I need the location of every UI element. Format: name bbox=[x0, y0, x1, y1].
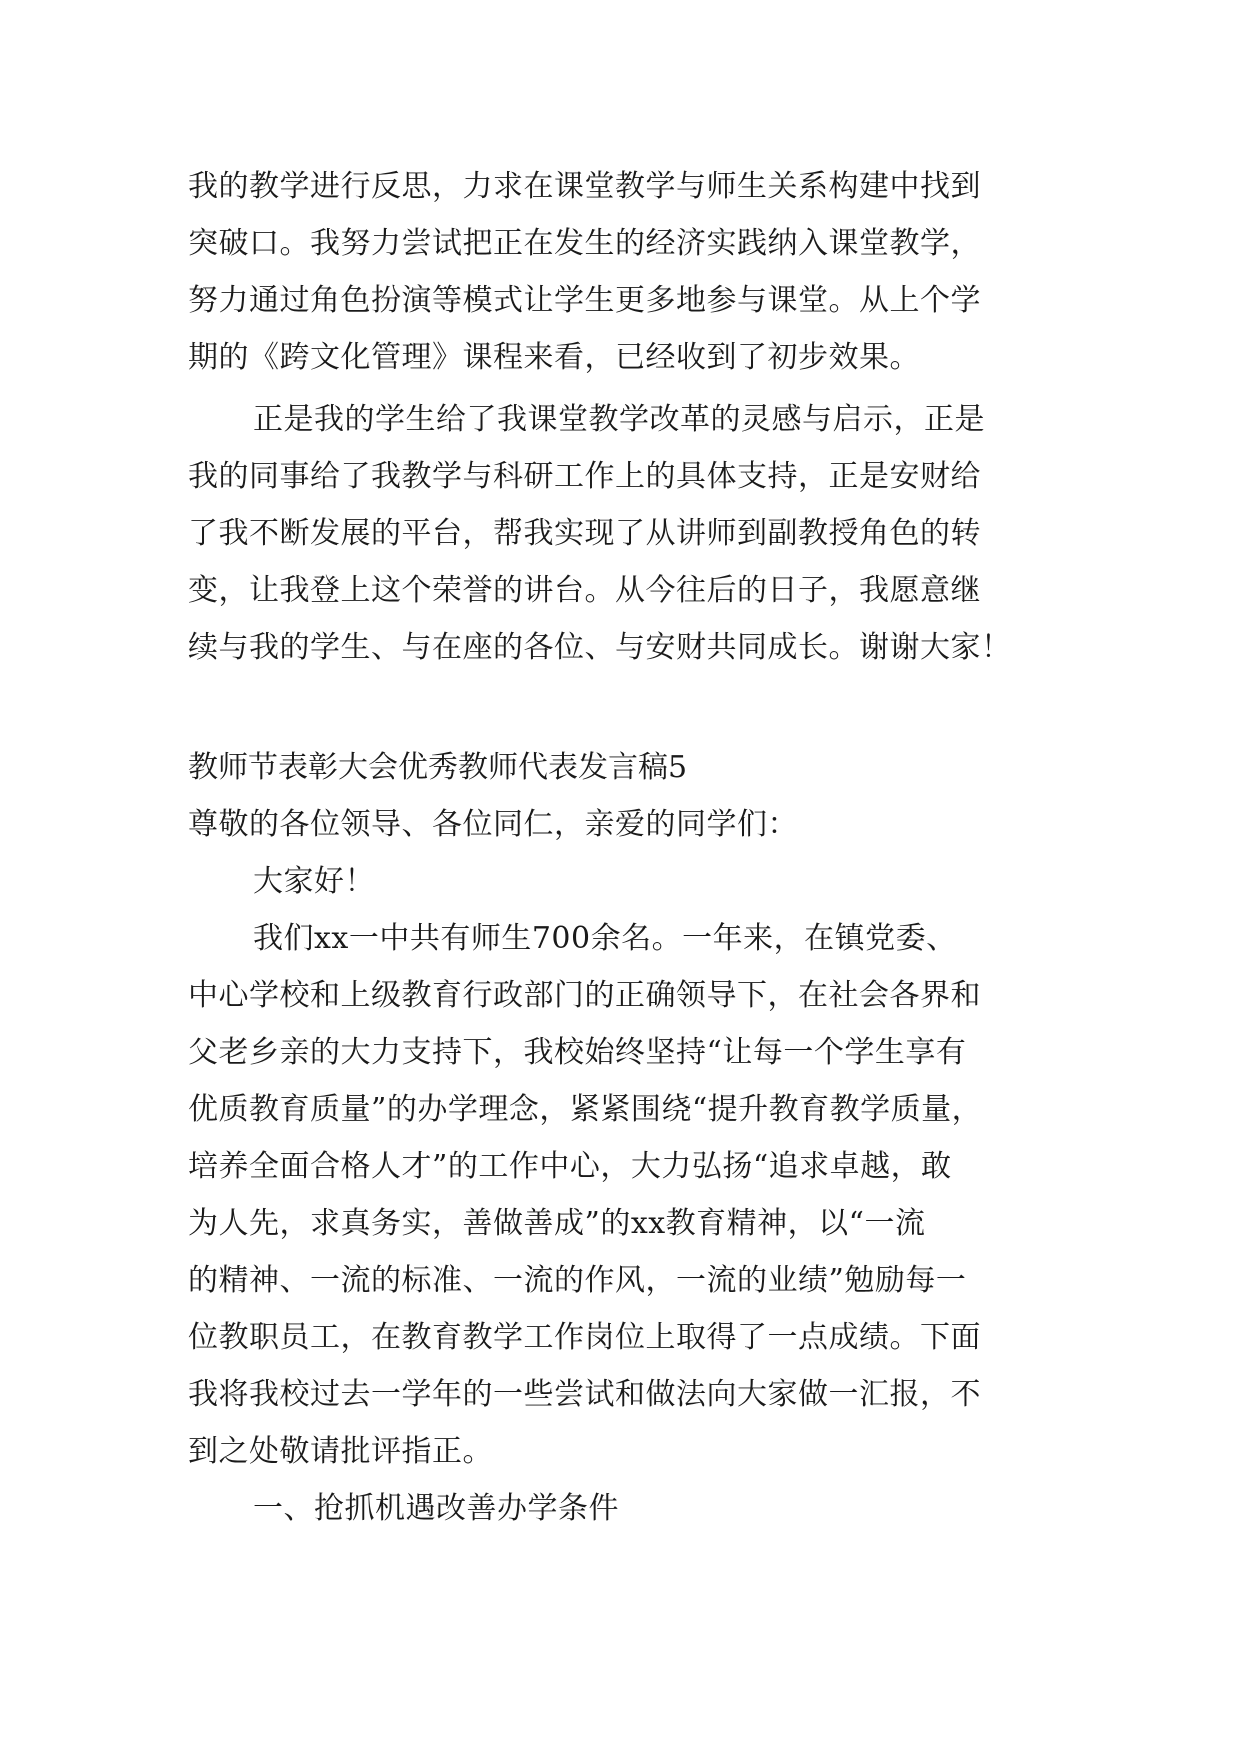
text-line: 的精神、一流的标准、一流的作风，一流的业绩”勉励每一 bbox=[188, 1263, 967, 1298]
text-line: 续与我的学生、与在座的各位、与安财共同成长。谢谢大家！ bbox=[188, 630, 1012, 665]
text-line: 中心学校和上级教育行政部门的正确领导下，在社会各界和 bbox=[188, 978, 981, 1013]
text-line: 突破口。我努力尝试把正在发生的经济实践纳入课堂教学， bbox=[188, 226, 981, 261]
continued-paragraph bbox=[188, 158, 1058, 386]
greeting: 大家好！ bbox=[253, 864, 375, 899]
text-line: 我的教学进行反思，力求在课堂教学与师生关系构建中找到 bbox=[188, 169, 981, 204]
section-heading: 一、抢抓机遇改善办学条件 bbox=[253, 1491, 619, 1526]
text-line: 优质教育质量”的办学理念，紧紧围绕“提升教育教学质量， bbox=[188, 1092, 983, 1127]
text-line: 我们xx一中共有师生700余名。一年来，在镇党委、 bbox=[253, 921, 957, 956]
salutation: 尊敬的各位领导、各位同仁，亲爱的同学们： bbox=[188, 807, 798, 842]
text-line: 我将我校过去一学年的一些尝试和做法向大家做一汇报，不 bbox=[188, 1377, 981, 1412]
text-line: 努力通过角色扮演等模式让学生更多地参与课堂。从上个学 bbox=[188, 283, 981, 318]
text-line: 为人先，求真务实，善做善成”的xx教育精神，以“一流 bbox=[188, 1206, 926, 1241]
text-line: 父老乡亲的大力支持下，我校始终坚持“让每一个学生享有 bbox=[188, 1035, 967, 1070]
text-line: 到之处敬请批评指正。 bbox=[188, 1434, 493, 1469]
text-line: 我的同事给了我教学与科研工作上的具体支持，正是安财给 bbox=[188, 459, 981, 494]
text-line: 期的《跨文化管理》课程来看，已经收到了初步效果。 bbox=[188, 340, 920, 375]
text-line: 变，让我登上这个荣誉的讲台。从今往后的日子，我愿意继 bbox=[188, 573, 981, 608]
text-line: 正是我的学生给了我课堂教学改革的灵感与启示，正是 bbox=[253, 402, 985, 437]
section-title: 教师节表彰大会优秀教师代表发言稿5 bbox=[188, 750, 688, 785]
thanks-paragraph bbox=[188, 391, 1058, 676]
text-line: 培养全面合格人才”的工作中心，大力弘扬“追求卓越，敢 bbox=[188, 1149, 952, 1184]
text-line: 了我不断发展的平台，帮我实现了从讲师到副教授角色的转 bbox=[188, 516, 981, 551]
text-line: 位教职员工，在教育教学工作岗位上取得了一点成绩。下面 bbox=[188, 1320, 981, 1355]
speech-section bbox=[188, 739, 1058, 1537]
